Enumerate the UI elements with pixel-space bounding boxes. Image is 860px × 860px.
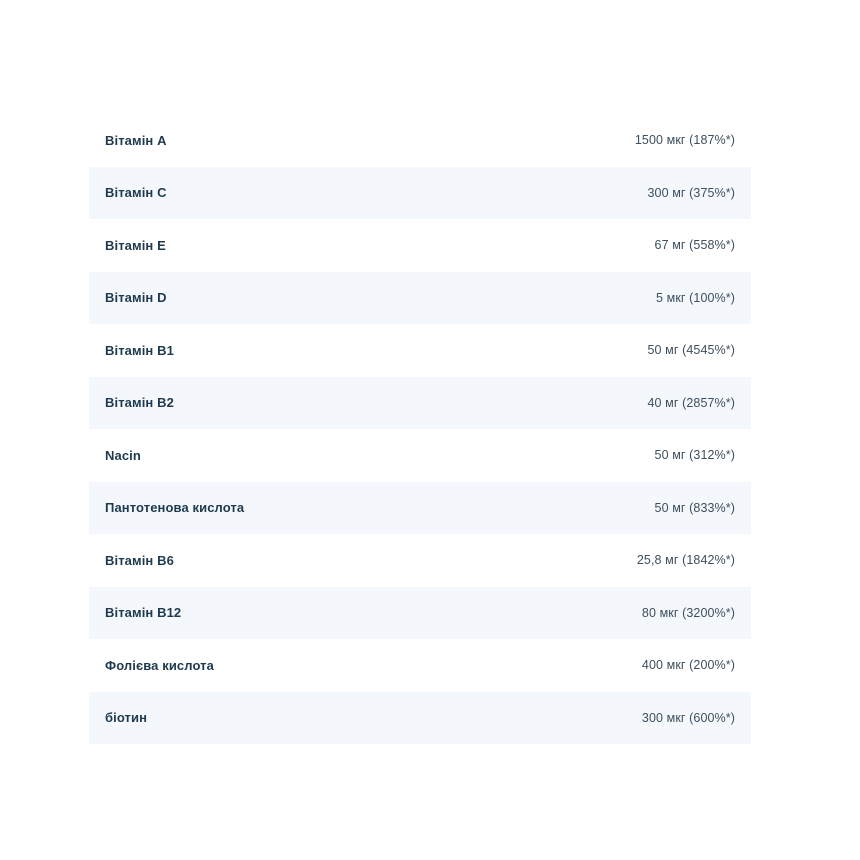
table-row — [89, 639, 751, 692]
nutrient-value: 25,8 мг (1842%*) — [636, 553, 735, 568]
nutrient-value: 67 мг (558%*) — [654, 238, 735, 253]
table-row — [89, 272, 751, 325]
nutrient-name: Вітамін Е — [105, 237, 166, 253]
table-row — [89, 692, 751, 745]
table-row — [89, 219, 751, 272]
nutrient-name: Вітамін В2 — [105, 395, 174, 411]
nutrient-value: 40 мг (2857%*) — [647, 395, 735, 410]
table-row — [89, 534, 751, 587]
nutrient-value: 80 мкг (3200%*) — [641, 605, 735, 620]
nutrient-name: Вітамін С — [105, 185, 167, 201]
nutrient-name: біотин — [105, 710, 148, 726]
table-row — [89, 429, 751, 482]
table-row — [89, 114, 751, 167]
table-row — [89, 377, 751, 430]
nutrient-value: 50 мг (833%*) — [654, 500, 735, 515]
nutrient-value: 5 мкг (100%*) — [656, 290, 735, 305]
nutrient-value: 1500 мкг (187%*) — [634, 133, 735, 148]
table-row — [89, 324, 751, 377]
nutrient-name: Пантотенова кислота — [105, 500, 245, 516]
table-row — [89, 482, 751, 535]
nutrient-value: 300 мкг (600%*) — [641, 710, 735, 725]
nutrient-name: Nacin — [105, 447, 141, 463]
nutrient-name: Вітамін В6 — [105, 552, 174, 568]
nutrient-name: Фолієва кислота — [105, 657, 214, 673]
nutrient-name: Вітамін D — [105, 290, 167, 306]
nutrient-name: Вітамін В12 — [105, 605, 182, 621]
table-row — [89, 167, 751, 220]
nutrient-value: 50 мг (4545%*) — [647, 343, 735, 358]
table-row — [89, 587, 751, 640]
nutrient-value: 50 мг (312%*) — [654, 448, 735, 463]
nutrient-value: 400 мкг (200%*) — [641, 658, 735, 673]
nutrient-name: Вітамін В1 — [105, 342, 174, 358]
nutrient-value: 300 мг (375%*) — [647, 185, 735, 200]
nutrient-name: Вітамін А — [105, 132, 167, 148]
nutrient-table — [89, 114, 751, 744]
